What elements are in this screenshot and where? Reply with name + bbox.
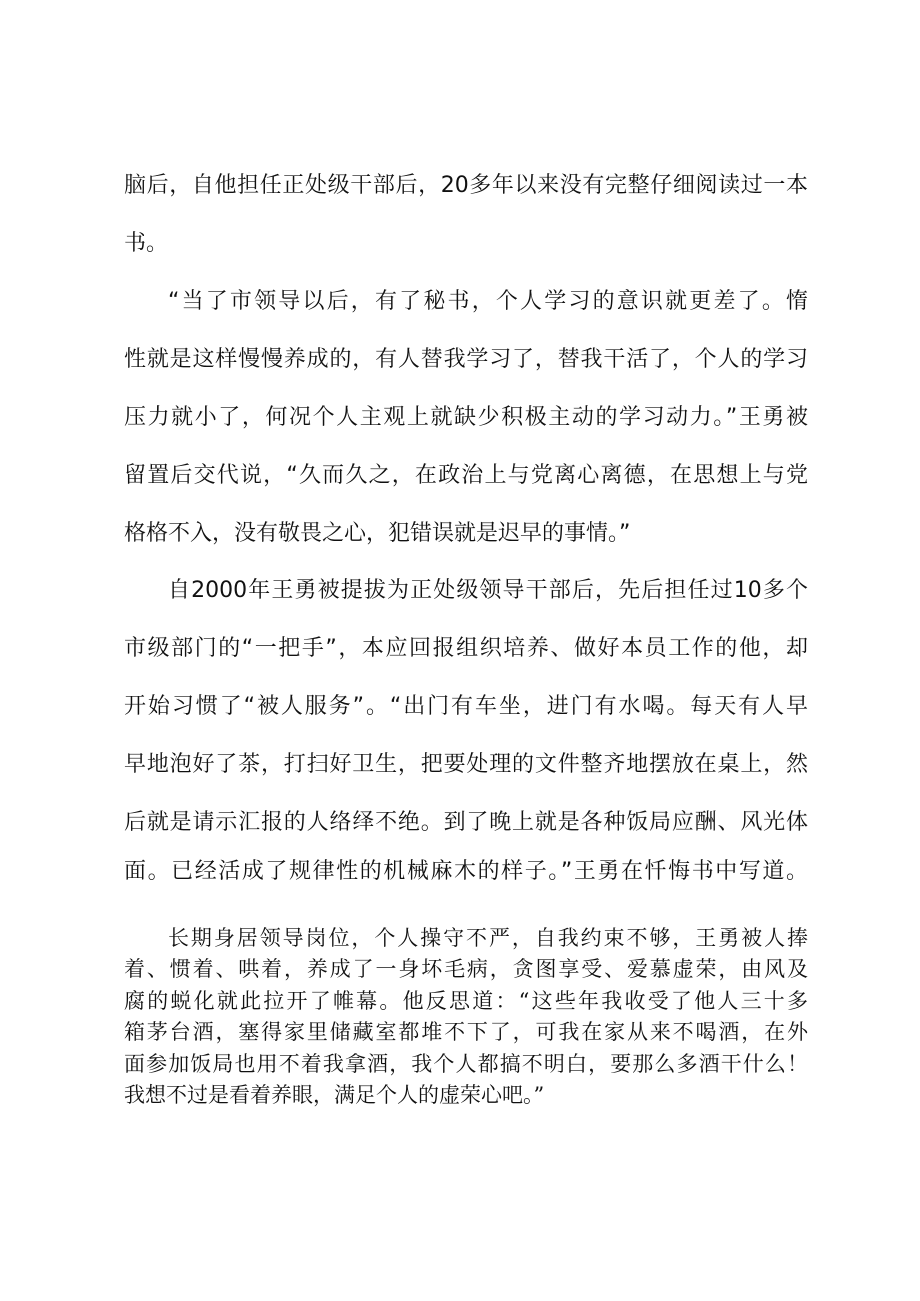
paragraph-4-line-5: 面参加饭局也用不着我拿酒，我个人都搞不明白，要那么多酒干什么！ (124, 1052, 808, 1076)
paragraph-1-line-1: 脑后，自他担任正处级干部后，20多年以来没有完整仔细阅读过一本 (124, 173, 808, 198)
paragraph-4-line-4: 箱茅台酒，塞得家里储藏室都堆不下了，可我在家从来不喝酒，在外 (124, 1020, 808, 1044)
paragraph-3-line-4: 早地泡好了茶，打扫好卫生，把要处理的文件整齐地摆放在桌上，然 (124, 752, 808, 777)
paragraph-3-line-3: 开始习惯了“被人服务”。“出门有车坐，进门有水喝。每天有人早 (124, 694, 808, 719)
paragraph-3-line-6: 面。已经活成了规律性的机械麻木的样子。”王勇在忏悔书中写道。 (124, 859, 808, 884)
paragraph-4-line-6: 我想不过是看着养眼，满足个人的虚荣心吧。” (124, 1083, 545, 1107)
paragraph-4-line-2: 着、惯着、哄着，养成了一身坏毛病，贪图享受、爱慕虚荣，由风及 (124, 957, 808, 981)
paragraph-3-line-2: 市级部门的“一把手”，本应回报组织培养、做好本员工作的他，却 (124, 636, 808, 661)
paragraph-2-line-2: 性就是这样慢慢养成的，有人替我学习了，替我干活了，个人的学习 (124, 347, 808, 372)
paragraph-3-line-5: 后就是请示汇报的人络绎不绝。到了晚上就是各种饭局应酬、风光体 (124, 810, 808, 835)
paragraph-2-line-5: 格格不入，没有敬畏之心，犯错误就是迟早的事情。” (124, 521, 631, 546)
paragraph-2-line-4: 留置后交代说，“久而久之，在政治上与党离心离德，在思想上与党 (124, 463, 808, 488)
paragraph-2-line-1: “当了市领导以后，有了秘书，个人学习的意识就更差了。惰 (168, 289, 808, 314)
paragraph-3-line-1: 自2000年王勇被提拔为正处级领导干部后，先后担任过10多个 (168, 578, 808, 603)
paragraph-4-line-1: 长期身居领导岗位，个人操守不严，自我约束不够，王勇被人捧 (168, 926, 808, 950)
paragraph-4-line-3: 腐的蜕化就此拉开了帷幕。他反思道：“这些年我收受了他人三十多 (124, 989, 808, 1013)
paragraph-2-line-3: 压力就小了，何况个人主观上就缺少积极主动的学习动力。”王勇被 (124, 405, 808, 430)
paragraph-1-line-2: 书。 (124, 231, 169, 256)
